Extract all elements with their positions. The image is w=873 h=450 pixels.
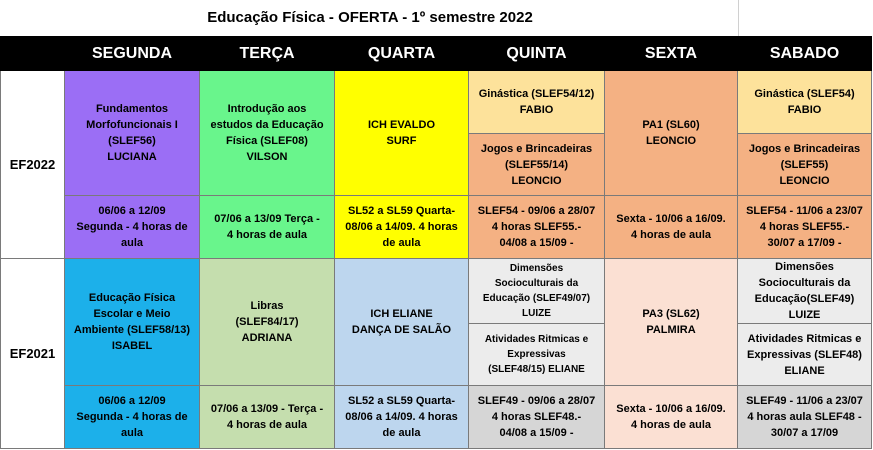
dates-text: 4 horas de aula [226,419,308,431]
course-code: Expressivas (SLEF48) [747,348,862,361]
dates-text: 06/06 a 12/09 [98,205,166,217]
dates-text: Sexta - 10/06 a 16/09. [616,213,726,225]
dates-text: Segunda - 4 horas de [76,411,188,423]
course-name: Dimensões [775,261,834,273]
course-code: ICH [370,308,390,320]
course-cell [738,134,872,196]
dates-text: SL52 a SL59 Quarta- [348,205,455,217]
course-code: ICH [367,119,387,131]
dates-cell [200,386,335,449]
day-header: QUARTA [335,37,469,71]
dates-text: 4 horas SLEF55.- [491,221,582,233]
course-code: (SLEF56) [108,135,156,147]
teacher-name: VILSON [246,151,288,163]
teacher-name: LEONCIO [779,174,830,187]
dates-text: 4 horas de aula [630,229,712,241]
dates-text: SLEF49 - 11/06 a 23/07 [746,395,863,407]
teacher-name: PALMIRA [646,324,696,336]
dates-text: aula [120,237,143,249]
course-cell [605,71,738,196]
dates-text: de aula [382,237,421,249]
ef2021-dates-row [1,386,872,449]
course-name: estudos da Educação [210,119,324,131]
row-label-ef2022: EF2022 [1,71,65,259]
course-name: SURF [386,135,417,147]
day-header: TERÇA [200,37,335,71]
course-cell [335,71,469,196]
dates-text: 4 horas SLEF55.- [759,221,850,233]
dates-text: de aula [382,427,421,439]
day-header: SEXTA [605,37,738,71]
dates-text: 07/06 a 13/09 Terça - [214,213,320,225]
course-cell [738,259,872,324]
teacher-name: FABIO [519,104,554,116]
dates-text: 07/06 a 13/09 - Terça - [210,403,324,415]
dates-text: 30/07 a 17/09 [770,427,839,439]
course-code: Ambiente (SLEF58/13) [73,324,191,336]
dates-text: 4 horas aula SLEF48 - [747,411,862,423]
course-cell [469,324,605,386]
course-cell [65,71,200,196]
page-title: Educação Física - OFERTA - 1º semestre 2022 [207,9,533,26]
dates-text: SLEF54 - 09/06 a 28/07 [477,205,596,217]
dates-text: 08/06 a 14/09. 4 horas [345,411,458,423]
teacher-name: FABIO [787,104,822,116]
dates-cell [605,386,738,449]
course-name: PA1 (SL60) [642,119,700,131]
dates-cell [469,386,605,449]
dates-cell [200,196,335,259]
dates-cell [738,386,872,449]
course-cell [65,259,200,386]
dates-text: Sexta - 10/06 a 16/09. [616,403,726,415]
teacher-name: LUIZE [788,309,821,321]
dates-text: 4 horas SLEF48.- [491,411,582,423]
day-header: QUINTA [469,37,605,71]
day-header: SEGUNDA [65,37,200,71]
course-code: (SLEF55) [780,158,829,171]
dates-cell [335,386,469,449]
course-code: (SLEF84/17) [235,316,299,328]
dates-cell [65,196,200,259]
course-cell [469,134,605,196]
course-cell [605,259,738,386]
dates-text: Segunda - 4 horas de [76,221,188,233]
dates-text: 04/08 a 15/09 - [499,427,574,439]
dates-text: SLEF49 - 09/06 a 28/07 [477,395,596,407]
dates-cell [335,196,469,259]
course-cell [469,259,605,324]
dates-cell [65,386,200,449]
teacher-name: ADRIANA [241,332,293,344]
course-name: Morfofuncionais I [86,119,178,131]
course-name: Fundamentos [95,103,169,115]
course-cell [469,71,605,134]
course-name: Expressivas [507,349,566,360]
dates-text: 04/08 a 15/09 - [499,237,574,249]
teacher-name: ELIANE [392,308,433,320]
course-code: Educação (SLEF49/07) [482,293,591,304]
dates-text: SL52 a SL59 Quarta- [348,395,455,407]
course-name: DANÇA DE SALÃO [351,324,452,336]
course-cell [738,324,872,386]
ef2022-dates-row [1,196,872,259]
course-name: Educação Física [88,292,176,304]
course-cell [335,259,469,386]
teacher-name: LEONCIO [645,135,697,147]
sheet-gridline [738,0,739,36]
teacher-name: LUIZE [522,308,551,319]
dates-text: 08/06 a 14/09. 4 horas [345,221,458,233]
course-cell [200,71,335,196]
course-code: Física (SLEF08) [226,135,308,147]
dates-text: 4 horas de aula [630,419,712,431]
teacher-name: LUCIANA [107,151,157,163]
teacher-name: EVALDO [389,119,436,131]
course-name: Libras [250,300,284,312]
course-name: Ginástica (SLEF54/12) [478,88,595,100]
course-name: Ginástica (SLEF54) [754,88,855,100]
row-label-ef2021: EF2021 [1,259,65,449]
course-name: Socioculturais da [758,277,851,289]
course-code: Educação(SLEF49) [754,293,855,305]
dates-cell [605,196,738,259]
course-name: Introdução aos [227,103,307,115]
course-name: Atividades Ritmicas e [747,332,862,345]
dates-cell [469,196,605,259]
teacher-name: ISABEL [111,340,153,352]
course-line [338,306,465,322]
course-name: Jogos e Brincadeiras [480,142,593,155]
course-name: Dimensões [509,263,564,274]
dates-text: 4 horas de aula [226,229,308,241]
corner-cell [1,37,65,71]
course-cell [738,71,872,134]
course-name: Atividades Ritmicas e [484,334,589,345]
course-name: PA3 (SL62) [642,308,700,320]
dates-text: aula [120,427,143,439]
ef2022-row-a [1,71,872,134]
course-line [338,117,465,133]
teacher-name: LEONCIO [511,174,562,187]
course-name: Escolar e Meio [93,308,171,320]
ef2021-row-a [1,259,872,324]
dates-text: SLEF54 - 11/06 a 23/07 [746,205,863,217]
dates-text: 30/07 a 17/09 - [767,237,842,249]
day-header: SABADO [738,37,872,71]
course-cell [200,259,335,386]
schedule-table [0,36,872,449]
course-name: Jogos e Brincadeiras [748,142,861,155]
dates-text: 06/06 a 12/09 [98,395,166,407]
course-name: Socioculturais da [494,278,579,289]
header-row [1,37,872,71]
teacher-name: ELIANE [784,364,825,377]
teacher-name: (SLEF48/15) ELIANE [488,364,585,375]
course-code: (SLEF55/14) [505,158,568,171]
dates-cell [738,196,872,259]
